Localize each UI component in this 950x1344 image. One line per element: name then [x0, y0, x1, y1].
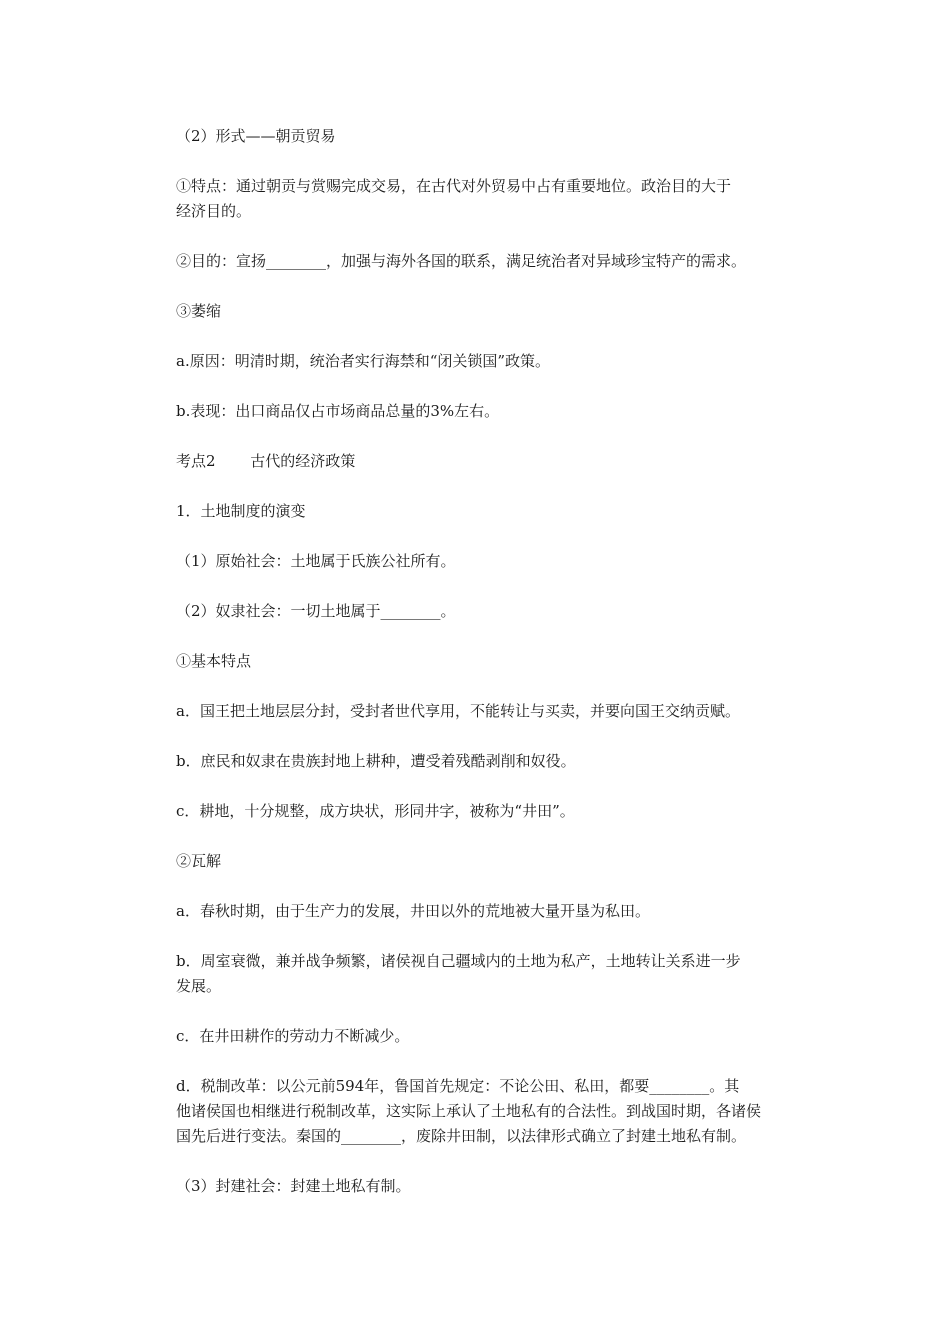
line-topic-2: 考点2 古代的经济政策: [176, 452, 356, 470]
line-collapse-a: a．春秋时期，由于生产力的发展，井田以外的荒地被大量开垦为私田。: [176, 902, 650, 920]
line-collapse-c: c．在井田耕作的劳动力不断减少。: [176, 1027, 410, 1045]
line-collapse-b: b．周室衰微，兼并战争频繁，诸侯视自己疆域内的土地为私产，土地转让关系进一步: [176, 952, 741, 970]
line-feature-cont: 经济目的。: [176, 202, 252, 220]
line-performance: b.表现：出口商品仅占市场商品总量的3%左右。: [176, 402, 500, 420]
line-collapse-b-cont: 发展。: [176, 977, 222, 995]
line-feature: ①特点：通过朝贡与赏赐完成交易，在古代对外贸易中占有重要地位。政治目的大于: [176, 177, 732, 195]
line-shrink: ③萎缩: [176, 302, 222, 320]
line-primitive: （1）原始社会：土地属于氏族公社所有。: [176, 552, 456, 570]
line-land-evolution: 1．土地制度的演变: [176, 502, 306, 520]
line-purpose: ②目的：宣扬________，加强与海外各国的联系，满足统治者对异域珍宝特产的需求。: [176, 252, 747, 270]
line-collapse-d-cont1: 他诸侯国也相继进行税制改革，这实际上承认了土地私有的合法性。到战国时期，各诸侯: [176, 1102, 762, 1120]
line-feature-b: b．庶民和奴隶在贵族封地上耕种，遭受着残酷剥削和奴役。: [176, 752, 576, 770]
line-collapse-d-cont2: 国先后进行变法。秦国的________，废除井田制，以法律形式确立了封建土地私有制。: [176, 1127, 747, 1145]
line-basic-features: ①基本特点: [176, 652, 252, 670]
line-collapse-d: d．税制改革：以公元前594年，鲁国首先规定：不论公田、私田，都要________。其: [176, 1077, 740, 1095]
line-feature-c: c．耕地，十分规整，成方块状，形同井字，被称为“井田”。: [176, 802, 575, 820]
line-reason: a.原因：明清时期，统治者实行海禁和“闭关锁国”政策。: [176, 352, 551, 370]
line-collapse: ②瓦解: [176, 852, 222, 870]
line-trade-form: （2）形式——朝贡贸易: [176, 127, 336, 145]
line-slave: （2）奴隶社会：一切土地属于________。: [176, 602, 456, 620]
line-feature-a: a．国王把土地层层分封，受封者世代享用，不能转让与买卖，并要向国王交纳贡赋。: [176, 702, 740, 720]
line-feudal: （3）封建社会：封建土地私有制。: [176, 1177, 411, 1195]
